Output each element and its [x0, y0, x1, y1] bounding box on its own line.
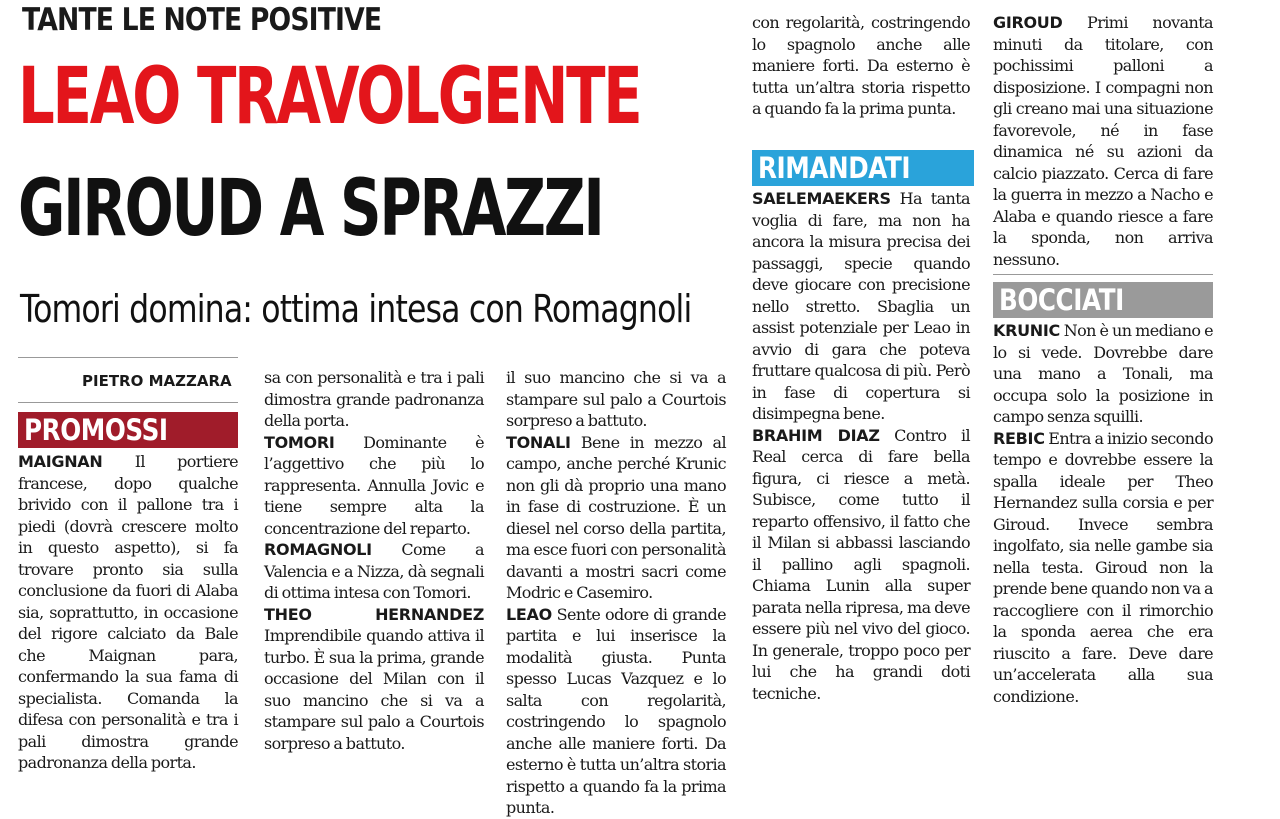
- player-name: GIROUD: [993, 13, 1063, 32]
- player-romagnoli: [264, 539, 484, 604]
- headline-line-2: GIROUD A SPRAZZI: [18, 164, 603, 254]
- player-leao-continued: con regolarità, costringendo lo spagnolo anche alle maniere forti. Da esterno è tutta un’altra storia rispetto a quando fa la prima punta.: [752, 13, 970, 118]
- player-name: TOMORI: [264, 432, 335, 452]
- section-promossi-label: PROMOSSI: [24, 413, 168, 447]
- column-4: [752, 188, 970, 703]
- player-name: SAELEMAEKERS: [752, 189, 891, 208]
- player-text: Entra a inizio secondo tempo e dovrebbe essere la spalla ideale per Theo Hernandez sulla corsia e per Giroud. Invece sembra ingolfato, sia nelle gambe sia nella testa. Giroud non la prende bene quando non va a raccogliere con il rimorchio la sponda aerea che era riuscito a fare. Deve dare un’accelerata alla sua condizione.: [993, 428, 1213, 706]
- player-leao: [506, 604, 726, 819]
- column-4-top: [752, 12, 970, 127]
- player-name: MAIGNAN: [18, 452, 103, 471]
- player-saelemaekers: [752, 188, 970, 425]
- author-byline: PIETRO MAZZARA: [82, 372, 232, 390]
- section-rimandati-label: RIMANDATI: [758, 151, 911, 185]
- player-text: Il portiere francese, dopo qualche brivido con il pallone tra i piedi (dovrà crescere molto in questo aspetto), si fa trovare pronto sia sulla conclusione da fuori di Alaba sia, soprattutto, in occasione del rigore calciato da Bale che Maignan para, confermando la sua fama di specialista. Comanda la difesa con personalità e tra i pali dimostra grande padronanza della porta.: [18, 452, 238, 772]
- section-bocciati: [993, 282, 1213, 318]
- player-name: BRAHIM DIAZ: [752, 425, 880, 445]
- author-rule-bottom: [18, 402, 238, 403]
- player-theo-hernandez: [264, 604, 484, 755]
- player-name: REBIC: [993, 428, 1045, 448]
- player-text: Contro il Real cerca di fare bella figura, ci riesce a metà. Subisce, come tutto il reparto offensivo, il fatto che il Milan si abbassi lasciando il pallino agli spagnoli. Chiama Lunin alla super parata nella ripresa, ma deve essere più nel vivo del gioco. In generale, troppo poco per lui che ha grandi doti tecniche.: [752, 425, 970, 703]
- headline-line-1: LEAO TRAVOLGENTE: [18, 52, 641, 142]
- player-maignan: [18, 451, 238, 774]
- column-5-top: [993, 12, 1213, 269]
- column-5-divider: [993, 274, 1213, 275]
- player-maignan-continued: sa con personalità e tra i pali dimostra grande padronanza della porta.: [264, 368, 484, 430]
- player-krunic: [993, 320, 1213, 428]
- section-promossi: [18, 412, 238, 448]
- column-2: [264, 367, 484, 753]
- player-name: LEAO: [506, 604, 552, 624]
- player-name: ROMAGNOLI: [264, 540, 372, 559]
- player-tomori: [264, 432, 484, 540]
- section-rimandati: [752, 150, 974, 186]
- column-3: [506, 367, 726, 817]
- player-rebic: [993, 428, 1213, 708]
- player-text: Bene in mezzo al campo, anche perché Krunic non gli dà proprio una mano in fase di costruzione. È un diesel nel corso della partita, ma esce fuori con personalità davanti a mostri sacri come Modric e Casemiro.: [506, 432, 726, 602]
- column-1: [18, 451, 238, 772]
- player-tonali: [506, 432, 726, 604]
- subheadline: Tomori domina: ottima intesa con Romagnoli: [20, 287, 692, 331]
- player-text: Imprendibile quando attiva il turbo. È sua la prima, grande occasione del Milan con il suo mancino che si va a stampare sul palo a Courtois sorpreso a battuto.: [264, 626, 484, 753]
- player-brahim-diaz: [752, 425, 970, 705]
- player-name: THEO HERNANDEZ: [264, 604, 484, 624]
- player-text: Non è un mediano e lo si vede. Dovrebbe dare una mano a Tonali, ma occupa solo la posizione in campo senza squilli.: [993, 321, 1213, 426]
- column-5: [993, 320, 1213, 706]
- player-name: KRUNIC: [993, 321, 1060, 340]
- kicker: TANTE LE NOTE POSITIVE: [22, 2, 382, 38]
- player-text: Primi novanta minuti da titolare, con pochissimi palloni a disposizione. I compagni non gli creano mai una situazione favorevole, né in fase dinamica né su azioni da calcio piazzato. Cerca di fare la guerra in mezzo a Nacho e Alaba e quando riesce a fare la sponda, non arriva nessuno.: [993, 13, 1213, 269]
- player-text: Come a Valencia e a Nizza, dà segnali di ottima intesa con Tomori.: [264, 540, 484, 602]
- player-text: Sente odore di grande partita e lui inserisce la modalità giusta. Punta spesso Lucas Vazquez e lo salta con regolarità, costringendo lo spagnolo anche alle maniere forti. Da esterno è tutta un’altra storia rispetto a quando fa la prima punta.: [506, 604, 726, 817]
- author-rule-top: [18, 357, 238, 358]
- player-text: Dominante è l’aggettivo che più lo rappresenta. Annulla Jovic e tiene sempre alta la concentrazione del reparto.: [264, 432, 484, 538]
- player-name: TONALI: [506, 432, 571, 452]
- player-text: Ha tanta voglia di fare, ma non ha ancora la misura precisa dei passaggi, specie quando deve giocare con precisione nello stretto. Sbaglia un assist potenziale per Leao in avvio di gara che poteva fruttare qualcosa di più. Però in fase di copertura si disimpegna bene.: [752, 189, 970, 423]
- player-giroud: [993, 12, 1213, 270]
- player-theo-continued: il suo mancino che si va a stampare sul palo a Courtois sorpreso a battuto.: [506, 368, 726, 430]
- section-bocciati-label: BOCCIATI: [999, 283, 1124, 317]
